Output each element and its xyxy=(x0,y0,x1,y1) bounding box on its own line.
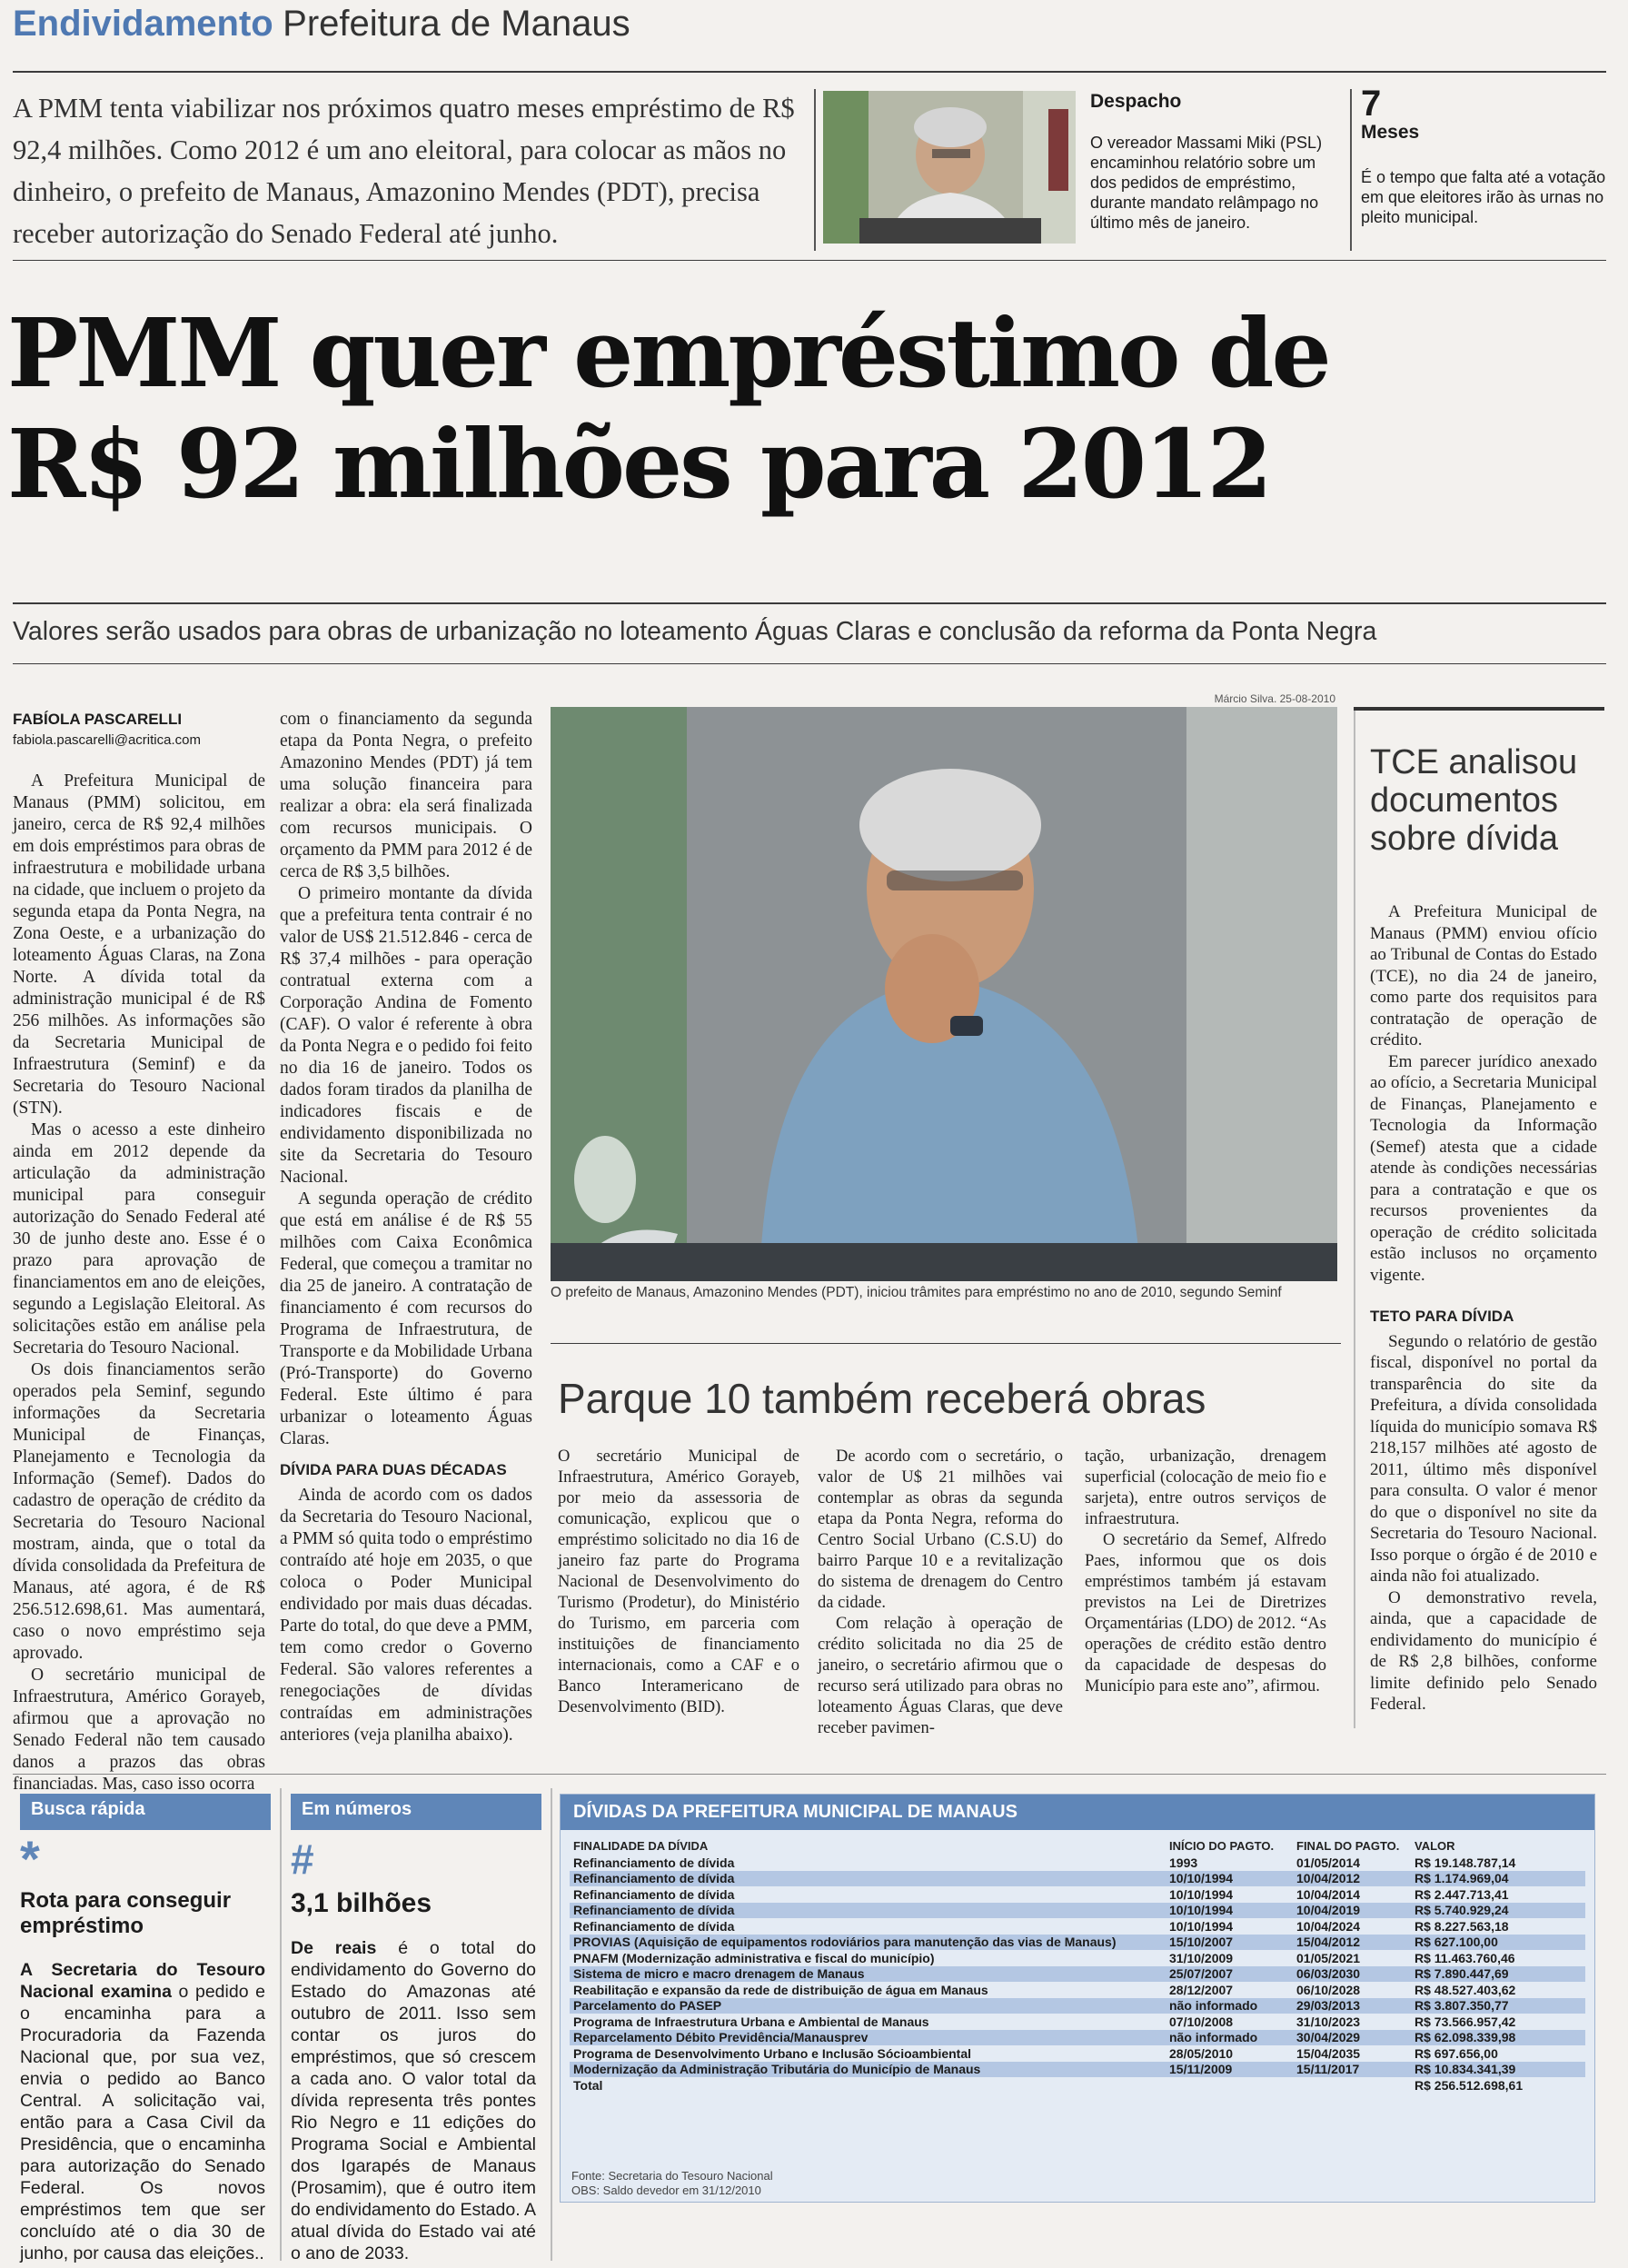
debt-table-cell: Reparcelamento Débito Previdência/Manausprev xyxy=(570,2030,1166,2046)
debt-table-row xyxy=(570,2014,1585,2030)
debt-table-row xyxy=(570,1886,1585,1903)
busca-icon: * xyxy=(20,1830,40,1887)
debt-table-cell: 01/05/2014 xyxy=(1296,1855,1361,1870)
parque-column-3 xyxy=(1085,1447,1326,1697)
col1-paragraph: Mas o acesso a este dinheiro ainda em 2012 depende da articulação da administração municipal para conseguir autorização do Senado Federal até 30 de junho deste ano. Esse é o prazo para aprovação de financiamentos em ano de eleições, segundo a Legislação Eleitoral. As solicitações estão em análise pela Secretaria do Tesouro Nacional. xyxy=(13,1120,265,1358)
parque-paragraph: tação, urbanização, drenagem superficial (colocação de meio fio e sarjeta), entre outros serviços de infraestrutura. xyxy=(1085,1447,1326,1528)
col2-subtitle: DÍVIDA PARA DUAS DÉCADAS xyxy=(280,1461,507,1478)
debt-table-row xyxy=(570,1903,1585,1919)
debt-table-cell: Refinanciamento de dívida xyxy=(570,1903,1166,1919)
header-rule xyxy=(13,71,1606,73)
col1-paragraph: Os dois financiamentos serão operados pela Seminf, segundo informações da Secretaria Municipal de Finanças, Planejamento e Tecnologia da Informação (Semef). Dados do cadastro de operação de crédito da Secretaria do Tesouro Nacional mostram, ainda, que o total da dívida consolidada da Prefeitura de Manaus, até agora, é de R$ 256.512.698,61. Mas aumentará, caso o novo empréstimo seja aprovado. xyxy=(13,1360,265,1663)
parque-column-2 xyxy=(818,1447,1063,1739)
debt-table-cell: R$ 73.566.957,42 xyxy=(1415,2014,1516,2029)
debt-table-cell: 30/04/2029 xyxy=(1293,2030,1411,2046)
header-cell: FINALIDADE DA DÍVIDA xyxy=(573,1839,709,1853)
busca-lead: A Secretaria do Tesouro Nacional examina xyxy=(20,1960,265,2002)
lead-rule xyxy=(13,260,1606,261)
parque-rule xyxy=(551,1343,1341,1344)
debt-table-cell: R$ 48.527.403,62 xyxy=(1415,1982,1516,1997)
bottom-rule xyxy=(13,1774,1606,1775)
debt-table-cell: 10/10/1994 xyxy=(1169,1918,1234,1934)
tce-paragraph: O demonstrativo revela, ainda, que a capacidade de endividamento do município é de R$ 2,8 bilhões, conforme limite definido pelo Senado Federal. xyxy=(1370,1587,1597,1714)
debt-table-cell: 10/10/1994 xyxy=(1166,1871,1293,1887)
parque-paragraph: O secretário da Semef, Alfredo Paes, informou que os dois empréstimos também já estavam previstos na Lei de Diretrizes Orçamentárias (LDO) de 2012. “As operações de crédito estão dentro da capacidade de despesas do Município para este ano”, afirmou. xyxy=(1085,1531,1326,1696)
debt-table-cell: Refinanciamento de dívida xyxy=(570,1871,1166,1887)
debt-table-cell: R$ 7.890.447,69 xyxy=(1411,1966,1585,1983)
debt-table-row xyxy=(570,2030,1585,2046)
tce-title: TCE analisou documentos sobre dívida xyxy=(1370,743,1578,858)
debt-table-cell: Programa de Infraestrutura Urbana e Ambiental de Manaus xyxy=(573,2014,929,2029)
debt-table-row xyxy=(570,1918,1585,1935)
debt-table-cell: 06/10/2028 xyxy=(1296,1982,1361,1997)
photo-caption: O prefeito de Manaus, Amazonino Mendes (PDT), iniciou trâmites para empréstimo no ano de 2010, segundo Seminf xyxy=(551,1285,1282,1300)
debt-table-cell: 15/04/2012 xyxy=(1293,1935,1411,1951)
numeros-text-block xyxy=(291,1937,536,2264)
lead-divider xyxy=(814,89,816,251)
debt-table-cell: R$ 8.227.563,18 xyxy=(1415,1918,1509,1934)
col2-paragraph: Ainda de acordo com os dados da Secretaria do Tesouro Nacional, a PMM só quita todo o empréstimo contraído até hoje em 2035, o que coloca o Poder Municipal endividado por mais duas décadas. Parte do total, do que deve a PMM, tem como credor o Governo Federal. São valores referentes a renegociações de dívidas contraídas em administrações anteriores (veja planilha abaixo). xyxy=(280,1486,532,1745)
meses-box xyxy=(1361,85,1606,227)
meses-divider xyxy=(1350,89,1352,251)
debt-table-cell: 28/05/2010 xyxy=(1169,2045,1234,2061)
debt-table-cell: 29/03/2013 xyxy=(1293,1998,1411,2014)
subhead: Valores serão usados para obras de urbanização no loteamento Águas Claras e conclusão da reforma da Ponta Negra xyxy=(13,617,1377,646)
header-cell: FINAL DO PAGTO. xyxy=(1296,1839,1400,1853)
debt-table-cell: 10/04/2019 xyxy=(1293,1903,1411,1919)
debt-table-row xyxy=(570,1950,1585,1966)
header-cell: VALOR xyxy=(1415,1839,1455,1853)
main-photo xyxy=(551,707,1337,1281)
debt-table-cell: Refinanciamento de dívida xyxy=(573,1886,735,1902)
debt-table-row xyxy=(570,1982,1585,1998)
debt-table-cell: Parcelamento do PASEP xyxy=(570,1998,1166,2014)
tce-divider xyxy=(1354,711,1355,1728)
debt-table-cell: 10/10/1994 xyxy=(1166,1903,1293,1919)
headline-line-2: R$ 92 milhões para 2012 xyxy=(7,408,1270,520)
busca-text-block xyxy=(20,1959,265,2264)
section-name: Endividamento xyxy=(13,4,273,44)
debt-table-row xyxy=(570,2062,1585,2078)
debt-table-cell: 10/04/2014 xyxy=(1296,1886,1361,1902)
meses-label: Meses xyxy=(1361,122,1420,143)
debt-table-cell: 31/10/2023 xyxy=(1296,2014,1361,2029)
article-column-1 xyxy=(13,771,265,1796)
debt-table-cell: R$ 19.148.787,14 xyxy=(1415,1855,1516,1870)
article-column-2 xyxy=(280,709,532,1746)
debt-table-header-row xyxy=(570,1837,1585,1855)
debt-table-cell: 07/10/2008 xyxy=(1169,2014,1234,2029)
debt-table-cell: R$ 2.447.713,41 xyxy=(1415,1886,1509,1902)
numeros-divider xyxy=(551,1788,552,2261)
debt-table-row xyxy=(570,1855,1585,1871)
numeros-icon: # xyxy=(291,1835,314,1883)
tce-paragraph: Em parecer jurídico anexado ao ofício, a Secretaria Municipal de Finanças, Planejamento e Tecnologia da Informação (Semef) atesta que a cidade atende às condições necessárias para a contratação e que os recursos provenientes da operação de crédito solicitada estão inclusos no orçamento vigente. xyxy=(1370,1051,1597,1285)
debt-table-cell: PNAFM (Modernização administrativa e fiscal do município) xyxy=(573,1950,935,1965)
numeros-header: Em números xyxy=(291,1794,541,1830)
col2-paragraph: com o financiamento da segunda etapa da Ponta Negra, o prefeito Amazonino Mendes (PDT) já tem uma solução financeira para realizar a obra: ela será finalizada com recursos municipais. O orçamento da PMM para 2012 é de cerca de R$ 3,5 bilhões. xyxy=(280,710,532,881)
debt-table-row xyxy=(570,1966,1585,1983)
byline xyxy=(13,711,265,748)
tce-column xyxy=(1370,901,1597,1716)
section-subtitle: Prefeitura de Manaus xyxy=(283,4,630,44)
debt-table-cell: 1993 xyxy=(1169,1855,1198,1870)
lead-paragraph: A PMM tenta viabilizar nos próximos quatro meses empréstimo de R$ 92,4 milhões. Como 2012 é um ano eleitoral, para colocar as mãos no dinheiro, o prefeito de Manaus, Amazonino Mendes (PDT), precisa receber autorização do Senado Federal até junho. xyxy=(13,93,795,249)
parque-paragraph: O secretário Municipal de Infraestrutura, Américo Gorayeb, por meio da assessoria de comunicação, explicou que o empréstimo solicitado no dia 16 de janeiro faz parte do Programa Nacional de Desenvolvimento do Turismo (Prodetur), do Ministério do Turismo, em parceria com instituições de financiamento internacionais, como a CAF e o Banco Interamericano de Desenvolvimento (BID). xyxy=(558,1447,799,1716)
byline-name: FABÍOLA PASCARELLI xyxy=(13,711,183,728)
parque-paragraph: De acordo com o secretário, o valor de U$ 21 milhões vai contemplar as obras da segunda etapa da Ponta Negra, reforma do Centro Social Urbano (C.S.U) do bairro Parque 10 e a revitalização do sistema de drenagem do Centro da cidade. xyxy=(818,1447,1063,1612)
col1-paragraph: O secretário municipal de Infraestrutura, Américo Gorayeb, afirmou que a aprovação no Senado Federal não tem causado danos a prazos das obras financiadas. Mas, caso isso ocorra xyxy=(13,1666,265,1794)
debt-table-cell: R$ 11.463.760,46 xyxy=(1415,1950,1515,1965)
debt-table-cell: não informado xyxy=(1166,1998,1293,2014)
debt-table-row xyxy=(570,2045,1585,2062)
col2-paragraph: A segunda operação de crédito que está em análise é de R$ 55 milhões com Caixa Econômica Federal, que começou a tramitar no dia 25 de janeiro. A contratação de financiamento é com recursos do Programa de Infraestrutura, de Transporte e da Mobilidade Urbana (Pró-Transporte) do Governo Federal. Este último é para urbanizar o loteamento Águas Claras. xyxy=(280,1189,532,1448)
debt-table-cell: R$ 62.098.339,98 xyxy=(1411,2030,1585,2046)
debt-table-cell: R$ 627.100,00 xyxy=(1411,1935,1585,1951)
portrait-image xyxy=(823,91,1076,244)
subhead-rule xyxy=(13,663,1606,664)
despacho-title: Despacho xyxy=(1090,91,1182,112)
numeros-text: é o total do endividamento do Governo do Estado do Amazonas até outubro de 2011. Isso sem contar os juros do empréstimos, que só crescem a cada ano. O valor total da dívida representa três pontes Rio Negro e 11 edições do Programa Social e Ambiental dos Igarapés de Manaus (Prosamim), que é outro item do endividamento do Estado. A atual dívida do Estado vai até o ano de 2033. xyxy=(291,1938,536,2263)
debt-table-cell: Sistema de micro e macro drenagem de Manaus xyxy=(570,1966,1166,1983)
debt-table-cell: Refinanciamento de dívida xyxy=(573,1918,735,1934)
debt-table xyxy=(570,1837,1585,2094)
section-header xyxy=(13,4,630,51)
header-cell: INÍCIO DO PAGTO. xyxy=(1169,1839,1275,1853)
despacho-photo xyxy=(823,91,1076,244)
debt-table-cell: 28/12/2007 xyxy=(1169,1982,1234,1997)
debt-table-cell: 01/05/2021 xyxy=(1296,1950,1361,1965)
busca-header: Busca rápida xyxy=(20,1794,271,1830)
headline-line-1: PMM quer empréstimo de xyxy=(7,297,1329,409)
debt-table-cell: R$ 697.656,00 xyxy=(1415,2045,1498,2061)
debt-table-cell: não informado xyxy=(1166,2030,1293,2046)
debt-table-cell: R$ 1.174.969,04 xyxy=(1411,1871,1585,1887)
debt-table-box xyxy=(560,1794,1595,2203)
debt-table-cell: PROVIAS (Aquisição de equipamentos rodoviários para manutenção das vias de Manaus) xyxy=(570,1935,1166,1951)
debt-table-cell: Modernização da Administração Tributária do Município de Manaus xyxy=(570,2062,1166,2078)
headline-rule xyxy=(13,602,1606,604)
debt-table-cell: Reabilitação e expansão da rede de distribuição de água em Manaus xyxy=(573,1982,988,1997)
debt-table-cell: 10/04/2012 xyxy=(1293,1871,1411,1887)
debt-table-cell: 15/11/2017 xyxy=(1293,2062,1411,2078)
debt-table-cell: R$ 10.834.341,39 xyxy=(1411,2062,1585,2078)
debt-table-cell: 15/04/2035 xyxy=(1296,2045,1361,2061)
busca-text: o pedido e o encaminha para a Procuradoria da Fazenda Nacional que, por sua vez, envia o pedido ao Banco Central. A solicitação vai, então para a Casa Civil da Presidência, que o encaminha para autorização do Senado Federal. Os novos empréstimos tem que ser concluído até o dia 30 de junho, por causa das eleições.. xyxy=(20,1982,265,2263)
total-label: Total xyxy=(573,2077,603,2093)
tce-subtitle: TETO PARA DÍVIDA xyxy=(1370,1308,1514,1325)
debt-table-cell: 10/10/1994 xyxy=(1169,1886,1234,1902)
tce-paragraph: Segundo o relatório de gestão fiscal, disponível no portal da transparência do site da Prefeitura, a dívida consolidada líquida do município somava R$ 218,157 milhões até agosto de 2011, último mês disponível para consulta. O valor é menor do que o disponível no site da Secretaria do Tesouro Nacional. Isso porque o órgão é de 2010 e ainda não foi atualizado. xyxy=(1370,1331,1597,1586)
debt-table-cell: Programa de Desenvolvimento Urbano e Inclusão Sócioambiental xyxy=(573,2045,972,2061)
col1-paragraph: A Prefeitura Municipal de Manaus (PMM) solicitou, em janeiro, cerca de R$ 92,4 milhões em dois empréstimos para obras de infraestrutura e mobilidade urbana na cidade, que incluem o projeto da segunda etapa da Ponta Negra, na Zona Oeste, e a urbanização do loteamento Águas Claras, na Zona Norte. A dívida total da administração municipal é de R$ 256 milhões. As informações são da Secretaria Municipal de Infraestrutura (Seminf) e da Secretaria do Tesouro Nacional (STN). xyxy=(13,771,265,1118)
despacho-text: O vereador Massami Miki (PSL) encaminhou relatório sobre um dos pedidos de empréstimo, durante mandato relâmpago no último mês de janeiro. xyxy=(1090,134,1323,232)
numeros-title: 3,1 bilhões xyxy=(291,1888,432,1918)
headline xyxy=(7,298,1615,520)
debt-table-cell: 06/03/2030 xyxy=(1293,1966,1411,1983)
debt-table-row xyxy=(570,1871,1585,1887)
debt-table-source: Fonte: Secretaria do Tesouro Nacional xyxy=(571,2169,773,2183)
despacho-box xyxy=(1090,91,1341,233)
busca-title: Rota para conseguir empréstimo xyxy=(20,1888,232,1938)
debt-table-cell: 15/11/2009 xyxy=(1166,2062,1293,2078)
debt-table-row xyxy=(570,1935,1585,1951)
debt-table-cell: R$ 5.740.929,24 xyxy=(1411,1903,1585,1919)
debt-table-cell: 31/10/2009 xyxy=(1169,1950,1234,1965)
debt-table-note: OBS: Saldo devedor em 31/12/2010 xyxy=(571,2183,761,2197)
tce-rule xyxy=(1354,707,1604,711)
tce-paragraph: A Prefeitura Municipal de Manaus (PMM) enviou ofício ao Tribunal de Contas do Estado (TCE), no dia 24 de janeiro, como parte dos requisitos para contratação de operação de crédito. xyxy=(1370,902,1597,1049)
photo-credit: Márcio Silva. 25-08-2010 xyxy=(1214,692,1335,705)
debt-table-cell: 15/10/2007 xyxy=(1166,1935,1293,1951)
numeros-lead: De reais xyxy=(291,1938,377,1958)
parque-paragraph: Com relação à operação de crédito solicitada no dia 25 de janeiro, o secretário afirmou que o recurso será utilizado para obras no loteamento Águas Claras, que deve receber pavimen- xyxy=(818,1615,1063,1737)
debt-table-title: DÍVIDAS DA PREFEITURA MUNICIPAL DE MANAUS xyxy=(561,1795,1594,1830)
debt-table-cell: 10/04/2024 xyxy=(1296,1918,1361,1934)
parque-column-1 xyxy=(558,1447,799,1718)
col2-paragraph: O primeiro montante da dívida que a prefeitura tenta contrair é no valor de US$ 21.512.846 - cerca de R$ 37,4 milhões - para operação contratual externa com a Corporação Andina de Fomento (CAF). O valor é referente à obra da Ponta Negra e o pedido foi feito no dia 16 de janeiro. Todos os dados foram tirados da planilha de indicadores fiscais e de endividamento disponibilizada no site da Secretaria do Tesouro Nacional. xyxy=(280,884,532,1187)
total-value: R$ 256.512.698,61 xyxy=(1415,2077,1524,2093)
meses-number: 7 xyxy=(1361,84,1382,124)
parque-title: Parque 10 também receberá obras xyxy=(558,1375,1206,1422)
debt-total-row xyxy=(570,2077,1585,2094)
byline-email: fabiola.pascarelli@acritica.com xyxy=(13,732,201,748)
mayor-image xyxy=(551,707,1337,1281)
debt-table-row xyxy=(570,1998,1585,2014)
busca-divider xyxy=(280,1788,282,2261)
meses-text: É o tempo que falta até a votação em que eleitores irão às urnas no pleito municipal. xyxy=(1361,168,1606,226)
debt-table-cell: 25/07/2007 xyxy=(1166,1966,1293,1983)
debt-table-cell: R$ 3.807.350,77 xyxy=(1411,1998,1585,2014)
debt-table-cell: Refinanciamento de dívida xyxy=(573,1855,735,1870)
